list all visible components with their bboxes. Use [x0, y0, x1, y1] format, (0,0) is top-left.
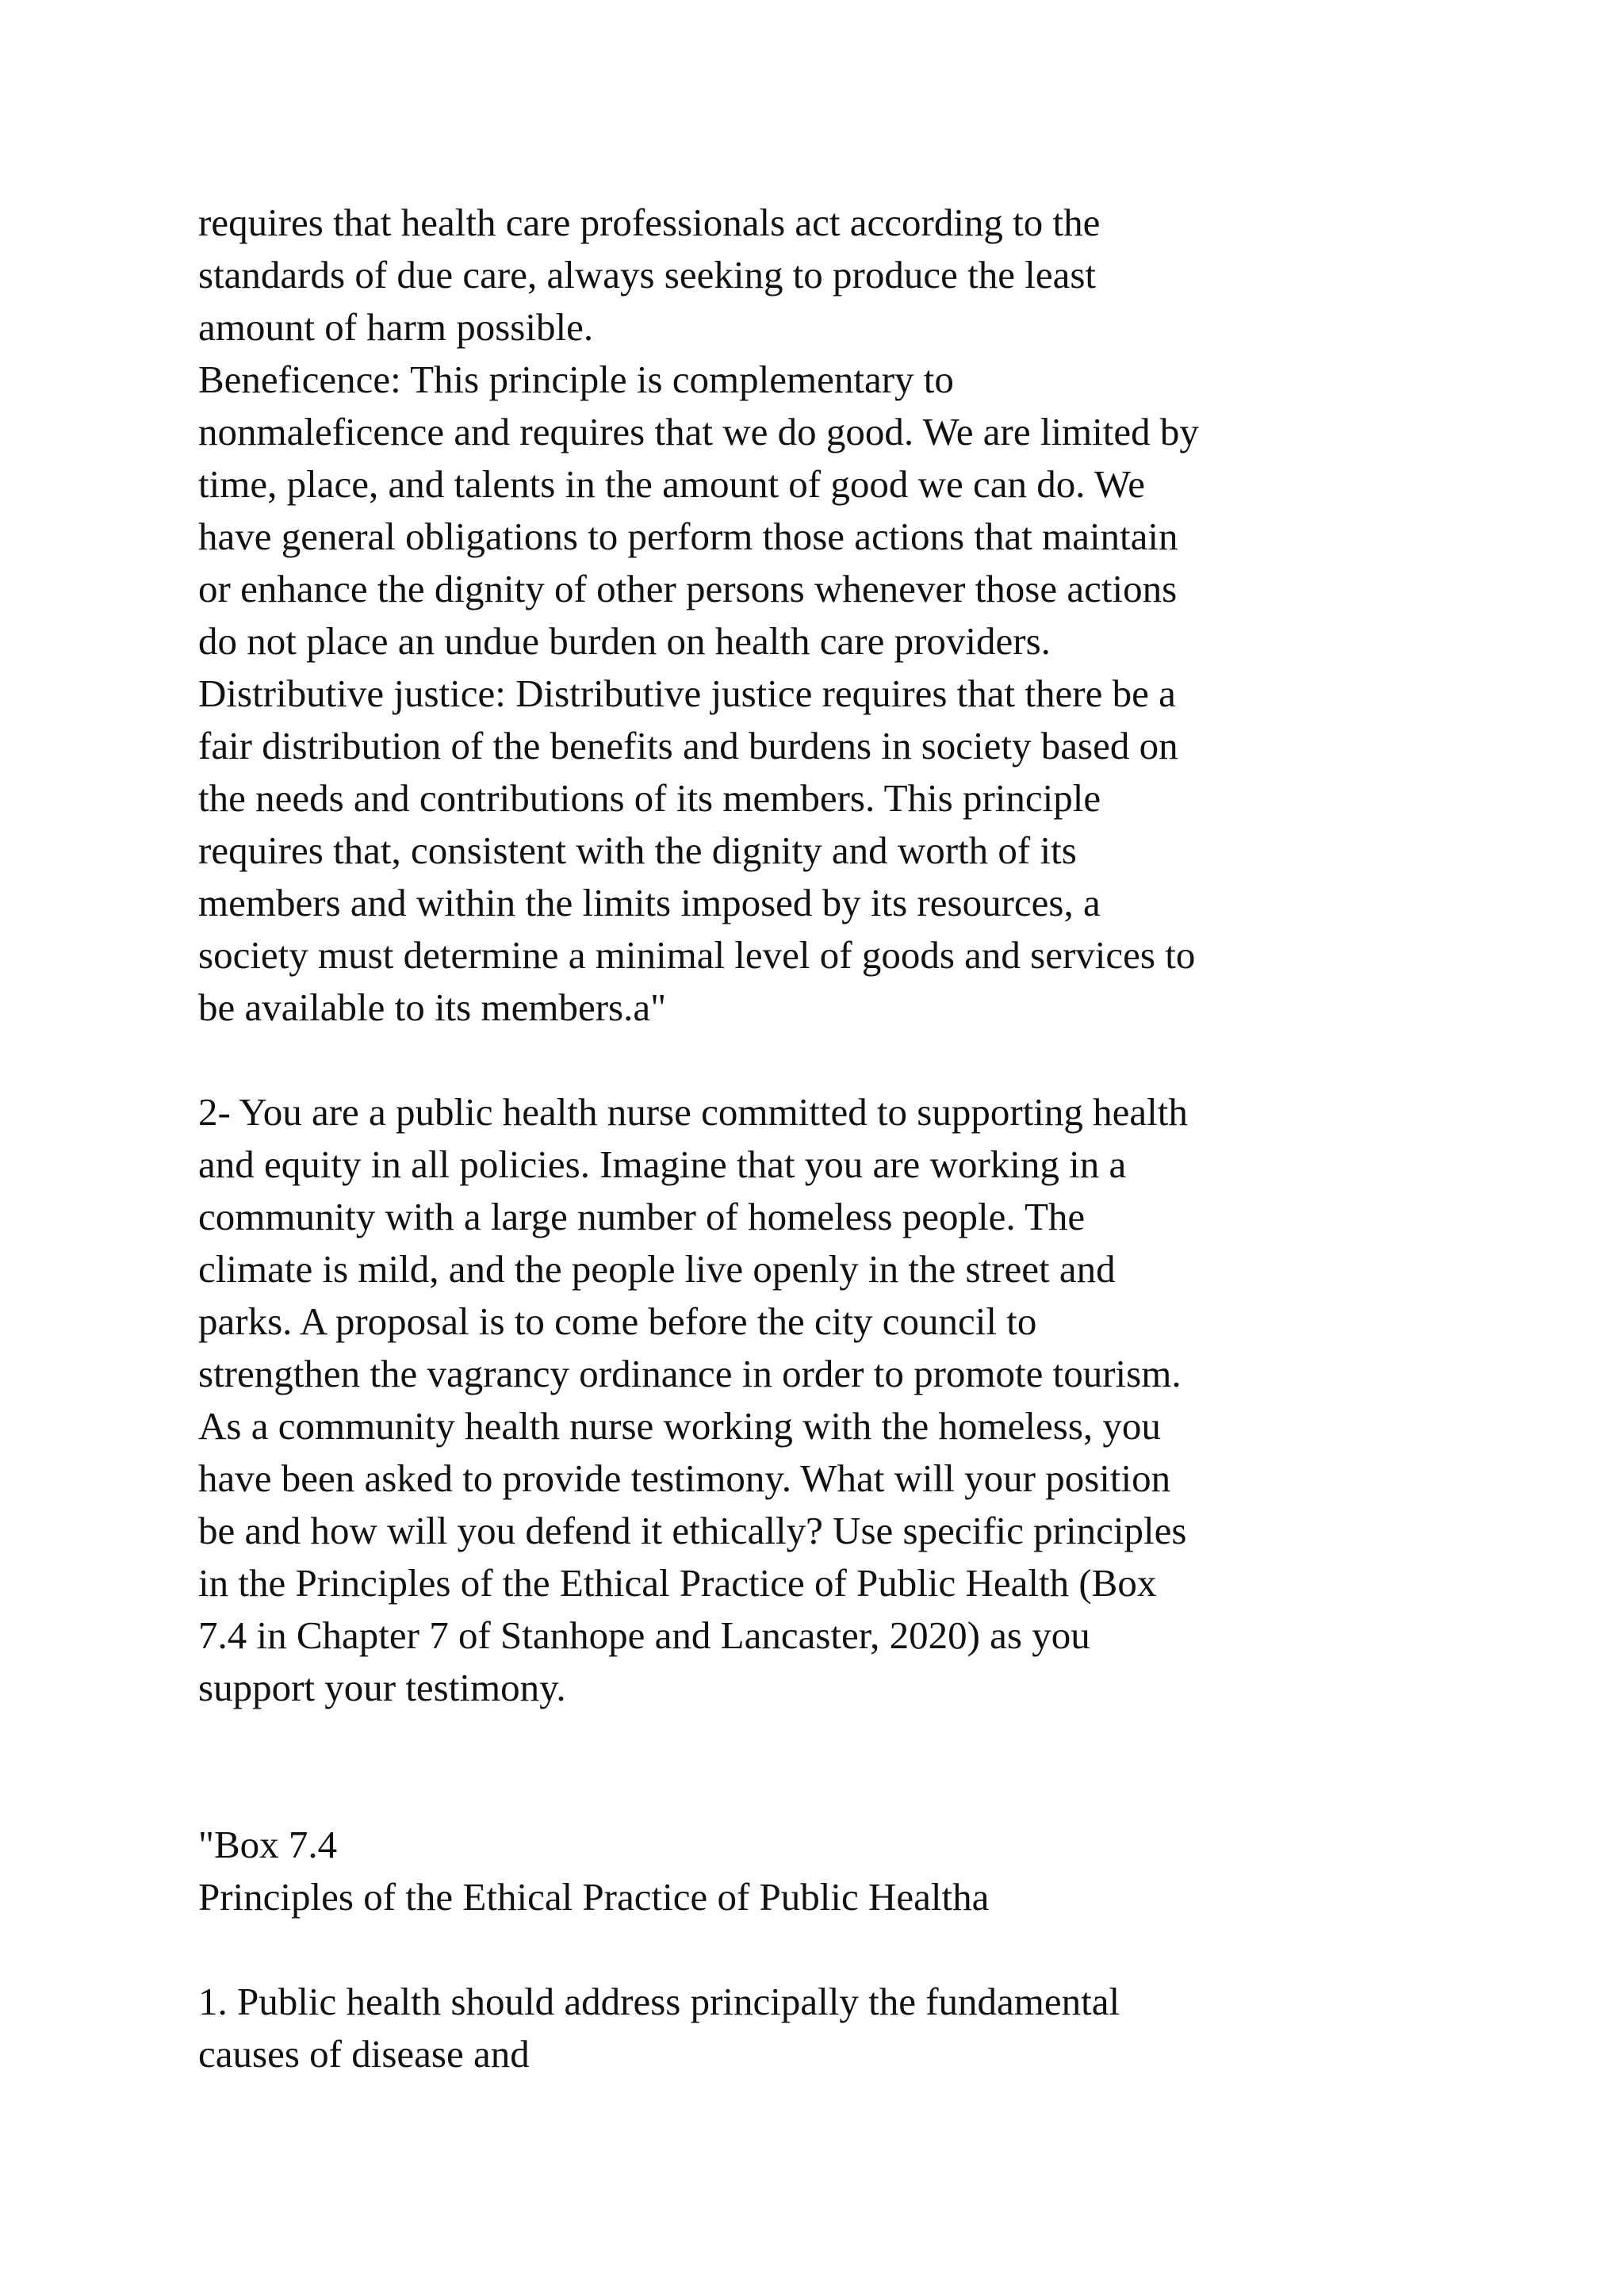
- text-line: Principles of the Ethical Practice of Public Healtha: [198, 1875, 990, 1919]
- text-line: members and within the limits imposed by its resources, a: [198, 881, 1101, 924]
- text-line: causes of disease and: [198, 2032, 530, 2076]
- text-line: strengthen the vagrancy ordinance in order to promote tourism.: [198, 1352, 1182, 1395]
- text-line: have been asked to provide testimony. What will your position: [198, 1456, 1171, 1500]
- text-line: standards of due care, always seeking to produce the least: [198, 253, 1097, 297]
- text-line: fair distribution of the benefits and burdens in society based on: [198, 724, 1178, 767]
- text-line: be and how will you defend it ethically? Use specific principles: [198, 1509, 1187, 1552]
- text-line: and equity in all policies. Imagine that you are working in a: [198, 1142, 1127, 1186]
- text-line: requires that, consistent with the dignity and worth of its: [198, 828, 1077, 872]
- text-line: support your testimony.: [198, 1666, 566, 1709]
- text-line: 1. Public health should address principally the fundamental: [198, 1980, 1120, 2023]
- text-line: the needs and contributions of its members. This principle: [198, 776, 1101, 820]
- text-line: 2- You are a public health nurse committed to supporting health: [198, 1090, 1188, 1134]
- text-line: requires that health care professionals act according to the: [198, 201, 1101, 244]
- text-line: Beneficence: This principle is complementary to: [198, 358, 954, 401]
- text-line: amount of harm possible.: [198, 305, 594, 349]
- text-line: "Box 7.4: [198, 1823, 338, 1866]
- text-line: parks. A proposal is to come before the city council to: [198, 1299, 1037, 1343]
- text-line: Distributive justice: Distributive justice requires that there be a: [198, 672, 1176, 715]
- text-line: or enhance the dignity of other persons whenever those actions: [198, 567, 1178, 610]
- text-line: climate is mild, and the people live openly in the street and: [198, 1247, 1116, 1291]
- text-line: As a community health nurse working with the homeless, you: [198, 1404, 1161, 1448]
- text-line: in the Principles of the Ethical Practice of Public Health (Box: [198, 1561, 1157, 1605]
- text-line: be available to its members.a": [198, 985, 667, 1029]
- text-line: have general obligations to perform those actions that maintain: [198, 515, 1178, 558]
- text-line: society must determine a minimal level of goods and services to: [198, 933, 1196, 977]
- text-line: do not place an undue burden on health care providers.: [198, 619, 1051, 663]
- text-line: community with a large number of homeless people. The: [198, 1195, 1086, 1238]
- text-line: 7.4 in Chapter 7 of Stanhope and Lancaster, 2020) as you: [198, 1613, 1090, 1657]
- text-line: time, place, and talents in the amount of good we can do. We: [198, 462, 1145, 506]
- text-line: nonmaleficence and requires that we do good. We are limited by: [198, 410, 1199, 453]
